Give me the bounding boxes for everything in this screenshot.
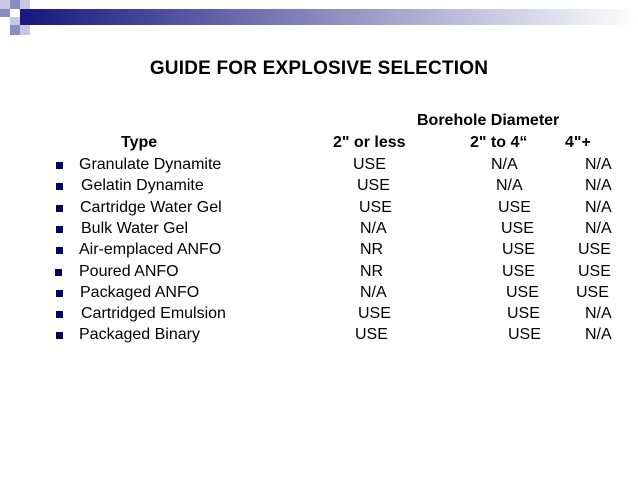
bullet-icon bbox=[56, 247, 63, 254]
cell-2in-to-4in: USE bbox=[502, 241, 535, 258]
decorative-header-bar bbox=[0, 0, 638, 40]
cell-2in-or-less: N/A bbox=[360, 220, 387, 237]
cell-2in-or-less: N/A bbox=[360, 284, 387, 301]
cell-2in-or-less: NR bbox=[360, 241, 384, 258]
slide-title: GUIDE FOR EXPLOSIVE SELECTION bbox=[149, 58, 489, 79]
cell-4in-plus: USE bbox=[578, 241, 611, 258]
cell-4in-plus: USE bbox=[578, 263, 611, 280]
bullet-icon bbox=[56, 332, 63, 339]
explosive-type-label: Cartridge Water Gel bbox=[80, 199, 222, 216]
cell-2in-to-4in: N/A bbox=[491, 156, 518, 173]
bullet-icon bbox=[56, 205, 63, 212]
cell-2in-or-less: USE bbox=[358, 305, 391, 322]
column-header-2in-or-less: 2" or less bbox=[333, 134, 406, 151]
cell-2in-to-4in: USE bbox=[506, 284, 539, 301]
cell-4in-plus: N/A bbox=[585, 220, 612, 237]
explosive-type-label: Bulk Water Gel bbox=[81, 220, 188, 237]
explosive-type-label: Gelatin Dynamite bbox=[81, 177, 204, 194]
cell-2in-to-4in: USE bbox=[508, 326, 541, 343]
explosive-type-label: Poured ANFO bbox=[79, 263, 179, 280]
explosive-type-label: Packaged ANFO bbox=[80, 284, 200, 301]
bullet-icon bbox=[56, 226, 63, 233]
cell-2in-to-4in: N/A bbox=[496, 177, 523, 194]
cell-2in-to-4in: USE bbox=[498, 199, 531, 216]
explosive-type-label: Cartridged Emulsion bbox=[81, 305, 226, 322]
type-column-header: Type bbox=[121, 134, 158, 151]
explosive-type-label: Packaged Binary bbox=[79, 326, 200, 343]
cell-2in-or-less: USE bbox=[357, 177, 390, 194]
cell-4in-plus: N/A bbox=[585, 326, 612, 343]
column-header-2in-to-4in: 2" to 4“ bbox=[470, 134, 528, 151]
cell-2in-to-4in: USE bbox=[507, 305, 540, 322]
cell-4in-plus: USE bbox=[576, 284, 609, 301]
column-header-4in-plus: 4"+ bbox=[565, 134, 591, 151]
cell-4in-plus: N/A bbox=[585, 305, 612, 322]
bullet-icon bbox=[56, 290, 63, 297]
explosive-type-label: Granulate Dynamite bbox=[79, 156, 222, 173]
bullet-icon bbox=[55, 269, 62, 276]
bullet-icon bbox=[56, 183, 63, 190]
explosive-type-label: Air-emplaced ANFO bbox=[79, 241, 222, 258]
bullet-icon bbox=[56, 311, 63, 318]
cell-4in-plus: N/A bbox=[585, 199, 612, 216]
cell-2in-or-less: USE bbox=[359, 199, 392, 216]
cell-4in-plus: N/A bbox=[585, 177, 612, 194]
cell-2in-to-4in: USE bbox=[502, 263, 535, 280]
cell-4in-plus: N/A bbox=[585, 156, 612, 173]
cell-2in-or-less: USE bbox=[355, 326, 388, 343]
bullet-icon bbox=[56, 162, 63, 169]
borehole-diameter-header: Borehole Diameter bbox=[417, 112, 560, 129]
cell-2in-to-4in: USE bbox=[501, 220, 534, 237]
cell-2in-or-less: USE bbox=[353, 156, 386, 173]
cell-2in-or-less: NR bbox=[360, 263, 384, 280]
